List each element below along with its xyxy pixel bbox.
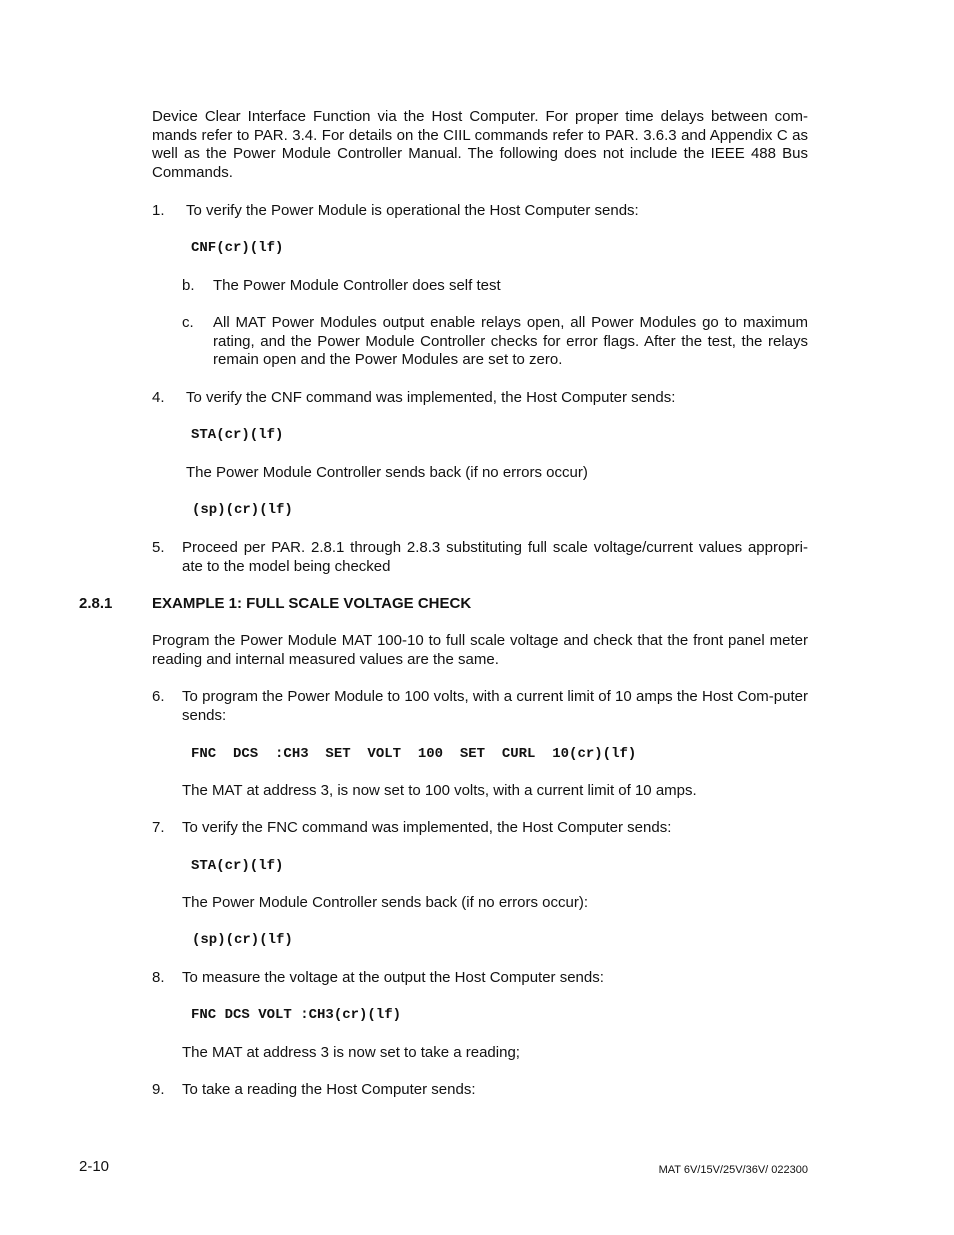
section-number: 2.8.1: [79, 595, 113, 612]
section-paragraph: Program the Power Module MAT 100-10 to full scale voltage and check that the front panel meter reading and internal measured values are the same.: [152, 632, 808, 668]
code-sp-2: (sp)(cr)(lf): [192, 932, 293, 948]
step-4-text: To verify the CNF command was implemented, the Host Computer sends:: [186, 389, 676, 406]
step-1-number: 1.: [152, 202, 165, 219]
intro-paragraph: Device Clear Interface Function via the Host Computer. For proper time delays between com-mands refer to PAR. 3.4. For details on the CIIL commands refer to PAR. 3.6.3 and Appendix C as well as the Power Module Controller Manual. The following does not include the IEEE 488 Bus Commands.: [152, 108, 808, 181]
sub-c-letter: c.: [182, 314, 194, 331]
code-sta-2: STA(cr)(lf): [191, 858, 284, 874]
page-number: 2-10: [79, 1158, 110, 1175]
step-7-number: 7.: [152, 819, 165, 836]
code-cnf: CNF(cr)(lf): [191, 240, 284, 256]
step-5-text: Proceed per PAR. 2.8.1 through 2.8.3 substituting full scale voltage/current values appropri-ate to the model being checked: [182, 539, 808, 575]
mat-note-1: The MAT at address 3, is now set to 100 volts, with a current limit of 10 amps.: [182, 782, 697, 799]
sub-b-letter: b.: [182, 277, 195, 294]
step-8-text: To measure the voltage at the output the Host Computer sends:: [182, 969, 604, 986]
step-9-text: To take a reading the Host Computer sends:: [182, 1081, 476, 1098]
step-9-number: 9.: [152, 1081, 165, 1098]
step-6-number: 6.: [152, 688, 165, 705]
sub-c-text: All MAT Power Modules output enable relays open, all Power Modules go to maximum rating, and the Power Module Controller checks for error flags. After the test, the relays remain open and the Power Modules are set to zero.: [213, 314, 808, 369]
code-fnc-2: FNC DCS VOLT :CH3(cr)(lf): [191, 1007, 402, 1023]
step-5-number: 5.: [152, 539, 165, 556]
sub-b-text: The Power Module Controller does self test: [213, 277, 501, 294]
code-fnc-1: FNC DCS :CH3 SET VOLT 100 SET CURL 10(cr)(lf): [191, 746, 637, 762]
step-6-text: To program the Power Module to 100 volts, with a current limit of 10 amps the Host Com-puter sends:: [182, 688, 808, 724]
step-4-number: 4.: [152, 389, 165, 406]
footer-doc-id: MAT 6V/15V/25V/36V/ 022300: [658, 1164, 808, 1176]
step-1-text: To verify the Power Module is operational the Host Computer sends:: [186, 202, 639, 219]
code-sta-1: STA(cr)(lf): [191, 427, 284, 443]
sendback-note-1: The Power Module Controller sends back (if no errors occur): [186, 464, 588, 481]
section-title: EXAMPLE 1: FULL SCALE VOLTAGE CHECK: [152, 595, 472, 612]
code-sp-1: (sp)(cr)(lf): [192, 502, 293, 518]
step-7-text: To verify the FNC command was implemented, the Host Computer sends:: [182, 819, 672, 836]
mat-note-2: The MAT at address 3 is now set to take a reading;: [182, 1044, 520, 1061]
step-8-number: 8.: [152, 969, 165, 986]
sendback-note-2: The Power Module Controller sends back (if no errors occur):: [182, 894, 588, 911]
